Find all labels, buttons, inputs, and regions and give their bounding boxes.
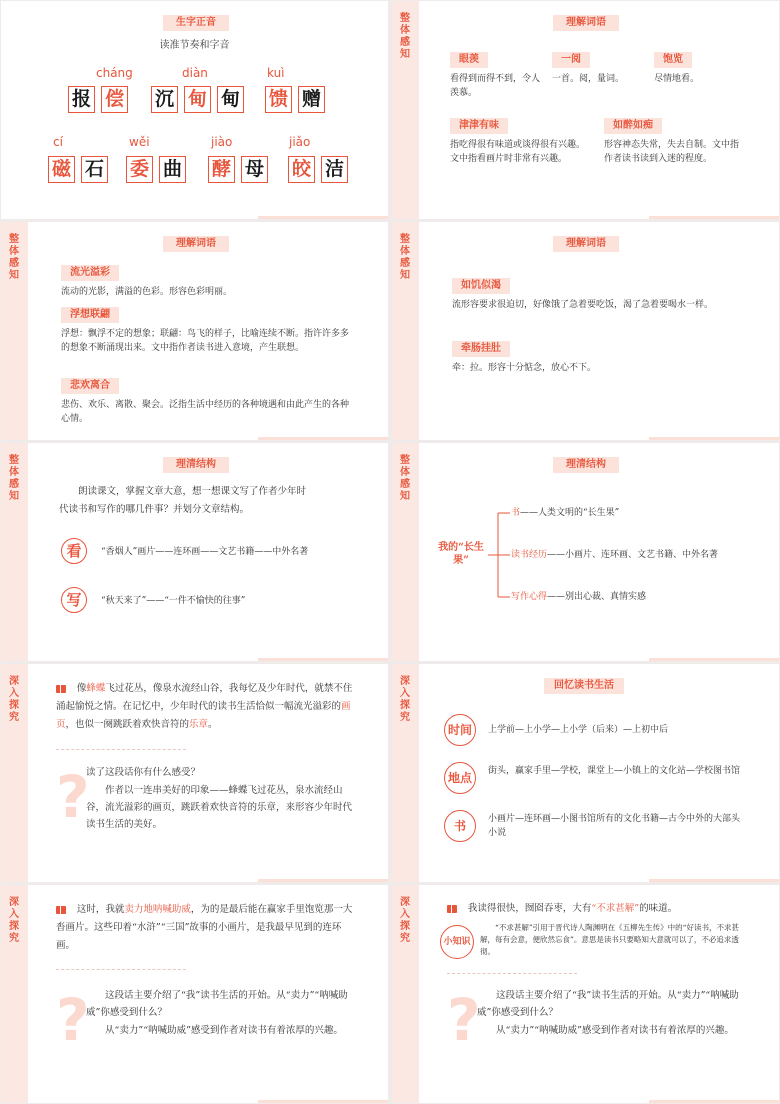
structure-branch — [511, 548, 761, 562]
question-mark-icon: ? — [56, 986, 90, 1054]
side-band — [392, 222, 419, 440]
timeline-line: 上学前—上小学—上小学（后来）—上初中后 — [488, 725, 669, 735]
char-box: 沉 — [151, 86, 178, 113]
structure-branch — [511, 590, 761, 604]
side-band — [1, 664, 28, 882]
structure-root: 我的“长生果” — [438, 542, 484, 566]
pinyin: diàn — [182, 66, 208, 80]
quote-paragraph: 这时，我就卖力地呐喊助威，为的是最后能在赢家手里饱览那一大沓画片。这些印着“水浒”“三国”故事的小画片，是我最早见到的连环画。 — [56, 904, 353, 951]
section-label: 整体感知 — [400, 455, 410, 502]
slide-1 — [1, 1, 388, 219]
char-box: 洁 — [321, 156, 348, 183]
pinyin: wěi — [129, 135, 150, 149]
term-tag: 津津有味 — [450, 118, 508, 134]
divider — [447, 973, 577, 974]
char-box: 报 — [68, 86, 95, 113]
structure-branch — [511, 506, 761, 520]
keyword-circle: 地点 — [444, 762, 476, 794]
term-tag: 如醉如痴 — [604, 118, 662, 134]
question: 这段话主要介绍了“我”读书生活的开始。从“卖力”“呐喊助威”你感受到什么？ — [86, 990, 348, 1018]
char-box: 石 — [81, 156, 108, 183]
footer-bar — [649, 658, 779, 661]
term-definition: 看得到而得不到，令人羡慕。 — [450, 74, 541, 98]
intro-paragraph: 朗读课文，掌握文章大意，想一想课文写了作者少年时代读书和写作的哪几件事？并划分文章结构。 — [59, 486, 307, 515]
answer: 作者以一连串美好的印象——蜂蝶飞过花丛，泉水流经山谷，流光溢彩的画页，跳跃着欢快音符的乐章，来形容少年时代读书生活的美好。 — [86, 785, 353, 830]
timeline-line: 小画片—连环画—小图书馆所有的文化书籍—古今中外的大部头小说 — [488, 814, 741, 838]
char-box: 曲 — [159, 156, 186, 183]
pinyin: cí — [53, 135, 63, 149]
structure-line: “香烟人”画片——连环画——文艺书籍——中外名著 — [101, 547, 309, 557]
timeline-line: 街头，赢家手里—学校，课堂上—小镇上的文化站—学校图书馆 — [488, 766, 741, 776]
term-definition: 形容神态失常，失去自制。文中指作者读书读到入迷的程度。 — [604, 140, 740, 164]
slide-7 — [1, 664, 388, 882]
side-band — [1, 885, 28, 1103]
term-tag: 眼羡 — [450, 52, 488, 68]
char-box: 委 — [126, 156, 153, 183]
footer-bar — [258, 658, 388, 661]
footer-bar — [649, 437, 779, 440]
section-label: 整体感知 — [9, 234, 19, 281]
term-tag: 悲欢离合 — [61, 378, 119, 394]
side-band — [392, 443, 419, 661]
term-definition: 指吃得很有味道或谈得很有兴趣。文中指看画片时非常有兴趣。 — [450, 140, 586, 164]
quote-paragraph: 像蜂蝶飞过花丛，像泉水流经山谷，我每忆及少年时代，就禁不住涌起愉悦之情。在记忆中，少年时代的读书生活恰似一幅流光溢彩的画页，也似一阕跳跃着欢快音符的乐章。 — [56, 683, 353, 730]
tip-note: “不求甚解”引用于晋代诗人陶渊明在《五柳先生传》中的“好读书，不求甚解，每有会意，便欣然忘食”。意思是读书只要略知大意就可以了，不必追求透彻。 — [480, 923, 740, 956]
footer-bar — [649, 216, 779, 219]
term-tag: 一阅 — [552, 52, 590, 68]
section-label: 深入探究 — [9, 897, 19, 944]
subtitle: 读准节奏和字音 — [159, 40, 230, 51]
branch-key: 书 — [511, 508, 521, 518]
question: 读了这段话你有什么感受？ — [86, 767, 201, 778]
side-band — [1, 443, 28, 661]
keyword-circle: 写 — [61, 587, 87, 613]
char-box: 甸 — [184, 86, 211, 113]
side-band — [392, 885, 419, 1103]
term-definition: 一首。阅，量词。 — [552, 74, 625, 84]
footer-bar — [649, 879, 779, 882]
pinyin: jiǎo — [289, 135, 311, 149]
quote-paragraph: 我读得很快，囫囵吞枣，大有“不求甚解”的味道。 — [467, 903, 678, 914]
char-box: 皎 — [288, 156, 315, 183]
term-definition: 浮想：飘浮不定的想象；联翩：鸟飞的样子，比喻连续不断。指许许多多的想象不断涌现出来。文中指作者读书进入意境，产生联想。 — [61, 329, 350, 353]
keyword-circle: 看 — [61, 538, 87, 564]
branch-value: ——小画片、连环画、文艺书籍、中外名著 — [547, 550, 719, 560]
answer: 从“卖力”“呐喊助威”感受到作者对读书有着浓厚的兴趣。 — [496, 1025, 734, 1036]
question-mark-icon: ? — [56, 763, 90, 831]
section-label: 整体感知 — [400, 234, 410, 281]
footer-bar — [649, 1100, 779, 1103]
slide-title: 理解词语 — [553, 236, 619, 252]
section-label: 整体感知 — [9, 455, 19, 502]
slide-6 — [392, 443, 779, 661]
slide-title: 理清结构 — [163, 457, 229, 473]
slide-title: 回忆读书生活 — [544, 678, 624, 694]
term-tag: 浮想联翩 — [61, 307, 119, 323]
structure-line: “秋天来了”——“一件不愉快的往事” — [101, 596, 246, 606]
footer-bar — [258, 1100, 388, 1103]
char-box: 偿 — [101, 86, 128, 113]
slide-title: 理解词语 — [163, 236, 229, 252]
term-tag: 饱览 — [654, 52, 692, 68]
term-definition: 悲伤、欢乐、离散、聚会。泛指生活中经历的各种境遇和由此产生的各种心情。 — [61, 400, 350, 424]
slide-9 — [1, 885, 388, 1103]
char-box: 赠 — [298, 86, 325, 113]
slide-title: 生字正音 — [163, 15, 229, 31]
branch-value: ——别出心裁、真情实感 — [547, 592, 647, 602]
char-box: 酵 — [208, 156, 235, 183]
footer-bar — [258, 879, 388, 882]
pinyin: jiào — [211, 135, 233, 149]
slide-8 — [392, 664, 779, 882]
slide-4 — [392, 222, 779, 440]
footer-bar — [258, 437, 388, 440]
term-definition: 流形容要求很迫切，好像饿了急着要吃饭，渴了急着要喝水一样。 — [452, 300, 714, 310]
side-band — [392, 1, 419, 219]
tip-badge: 小知识 — [440, 925, 474, 959]
pinyin: cháng — [96, 66, 133, 80]
slide-10 — [392, 885, 779, 1103]
slide-5 — [1, 443, 388, 661]
slide-title: 理清结构 — [553, 457, 619, 473]
term-definition: 流动的光影，满溢的色彩。形容色彩明丽。 — [61, 287, 233, 297]
question: 这段话主要介绍了“我”读书生活的开始。从“卖力”“呐喊助威”你感受到什么？ — [477, 990, 739, 1018]
footer-bar — [258, 216, 388, 219]
term-tag: 牵肠挂肚 — [452, 341, 510, 357]
char-box: 甸 — [217, 86, 244, 113]
term-tag: 流光溢彩 — [61, 265, 119, 281]
divider — [56, 749, 186, 750]
char-box: 母 — [241, 156, 268, 183]
term-tag: 如饥似渴 — [452, 278, 510, 294]
divider — [56, 969, 186, 970]
term-definition: 尽情地看。 — [654, 74, 700, 84]
branch-value: ——人类文明的“长生果” — [520, 508, 620, 518]
side-band — [1, 222, 28, 440]
slide-2 — [392, 1, 779, 219]
slide-3 — [1, 222, 388, 440]
branch-key: 读书经历 — [511, 550, 548, 560]
answer: 从“卖力”“呐喊助威”感受到作者对读书有着浓厚的兴趣。 — [105, 1025, 343, 1036]
section-label: 深入探究 — [400, 897, 410, 944]
branch-key: 写作心得 — [511, 592, 548, 602]
section-label: 整体感知 — [400, 13, 410, 60]
char-box: 磁 — [48, 156, 75, 183]
side-band — [392, 664, 419, 882]
question-mark-icon: ? — [447, 986, 481, 1054]
term-definition: 牵：拉。形容十分惦念，放心不下。 — [452, 363, 597, 373]
keyword-circle: 书 — [444, 810, 476, 842]
keyword-circle: 时间 — [444, 714, 476, 746]
slide-title: 理解词语 — [553, 15, 619, 31]
pinyin: kuì — [267, 66, 285, 80]
char-box: 馈 — [265, 86, 292, 113]
section-label: 深入探究 — [9, 676, 19, 723]
section-label: 深入探究 — [400, 676, 410, 723]
